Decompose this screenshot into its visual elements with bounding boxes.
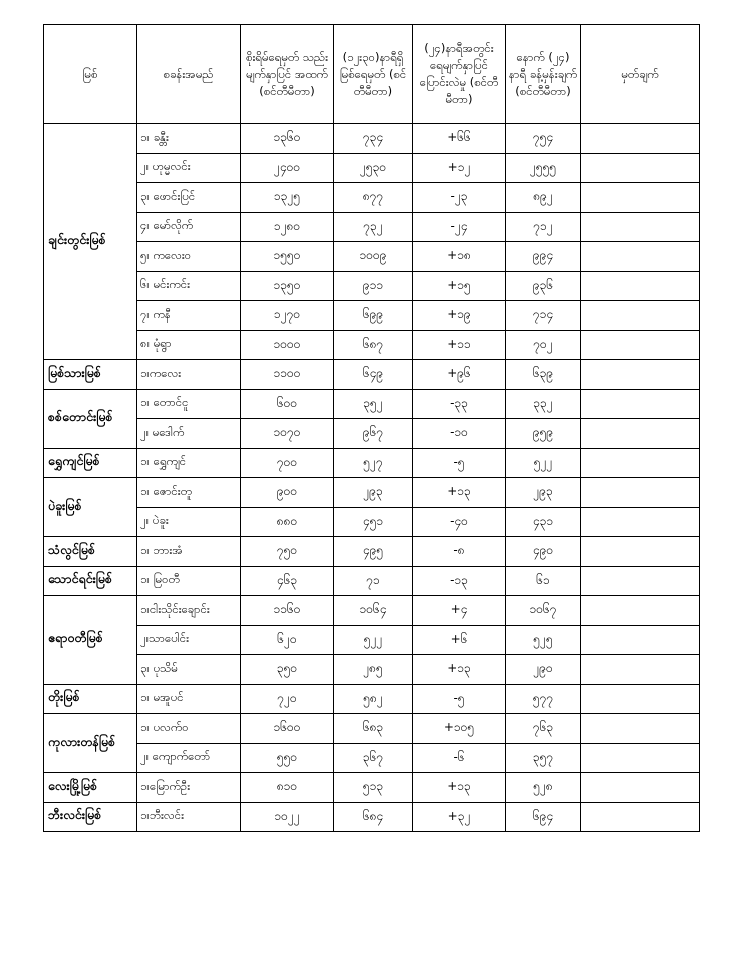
- station-cell: ၄။ မော်လိုက်: [137, 212, 241, 242]
- change-cell: -၅: [413, 684, 506, 714]
- station-cell: ၂။ ဟုမ္မလင်း: [137, 153, 241, 183]
- station-cell: ၁။ ခန္တီး: [137, 124, 241, 154]
- remark-cell: [581, 448, 700, 478]
- table-row: [44, 330, 700, 360]
- header-remark: မှတ်ချက်: [581, 25, 700, 124]
- table-row: [44, 242, 700, 272]
- current-level-cell: ၆၈၃: [334, 714, 413, 744]
- table-row: [44, 153, 700, 183]
- remark-cell: [581, 507, 700, 537]
- remark-cell: [581, 625, 700, 655]
- change-cell: -၄၀: [413, 507, 506, 537]
- forecast-cell: ၅၂၈: [506, 773, 581, 803]
- table-row: [44, 389, 700, 419]
- change-cell: -၂၃: [413, 183, 506, 213]
- change-cell: +၉၆: [413, 360, 506, 390]
- danger-level-cell: ၄၆၃: [241, 566, 334, 596]
- forecast-cell: ၂၅၅၅: [506, 153, 581, 183]
- station-cell: ၇။ ကနီ: [137, 301, 241, 331]
- current-level-cell: ၈၇၇: [334, 183, 413, 213]
- station-cell: ၈။ မုံရွာ: [137, 330, 241, 360]
- danger-level-cell: ၁၃၂၅: [241, 183, 334, 213]
- forecast-cell: ၉၅၉: [506, 419, 581, 449]
- remark-cell: [581, 566, 700, 596]
- station-cell: ၃။ ဖောင်းပြင်: [137, 183, 241, 213]
- danger-level-cell: ၁၂၈၀: [241, 212, 334, 242]
- change-cell: -၈: [413, 537, 506, 567]
- current-level-cell: ၇၃၂: [334, 212, 413, 242]
- forecast-cell: ၃၅၇: [506, 743, 581, 773]
- forecast-cell: ၄၉၀: [506, 537, 581, 567]
- forecast-cell: ၅၂၂: [506, 448, 581, 478]
- river-name-cell: သောင်ရင်းမြစ်: [44, 566, 137, 596]
- danger-level-cell: ၇၂၀: [241, 684, 334, 714]
- danger-level-cell: ၅၅၀: [241, 743, 334, 773]
- station-cell: ၂။သာပေါင်း: [137, 625, 241, 655]
- change-cell: -၅: [413, 448, 506, 478]
- station-cell: ၁။ တောင်ငူ: [137, 389, 241, 419]
- remark-cell: [581, 360, 700, 390]
- river-name-cell: ဧရာဝတီမြစ်: [44, 596, 137, 685]
- station-cell: ၁။ ဘားအံ: [137, 537, 241, 567]
- river-name-cell: ပဲခူးမြစ်: [44, 478, 137, 537]
- remark-cell: [581, 802, 700, 832]
- change-cell: +၁၉: [413, 301, 506, 331]
- remark-cell: [581, 537, 700, 567]
- station-cell: ၁။ကလေး: [137, 360, 241, 390]
- table-row: [44, 360, 700, 390]
- header-station: စခန်းအမည်: [137, 25, 241, 124]
- current-level-cell: ၅၁၃: [334, 773, 413, 803]
- change-cell: +၁၃: [413, 478, 506, 508]
- table-row: [44, 802, 700, 832]
- forecast-cell: ၇၁၂: [506, 212, 581, 242]
- station-cell: ၁။ မအူပင်: [137, 684, 241, 714]
- forecast-cell: ၈၉၂: [506, 183, 581, 213]
- table-row: [44, 507, 700, 537]
- forecast-cell: ၂၉၀: [506, 655, 581, 685]
- remark-cell: [581, 389, 700, 419]
- station-cell: ၁။ ရွှေကျင်: [137, 448, 241, 478]
- forecast-cell: ၁၀၆၇: [506, 596, 581, 626]
- table-row: [44, 743, 700, 773]
- danger-level-cell: ၁၆၀၀: [241, 714, 334, 744]
- table-row: [44, 183, 700, 213]
- current-level-cell: ၅၂၂: [334, 625, 413, 655]
- current-level-cell: ၂၅၃၀: [334, 153, 413, 183]
- station-cell: ၆။ မင်းကင်း: [137, 271, 241, 301]
- danger-level-cell: ၆၀၀: [241, 389, 334, 419]
- change-cell: +၁၅: [413, 271, 506, 301]
- station-cell: ၂။ ပဲခူး: [137, 507, 241, 537]
- header-river: မြစ်: [44, 25, 137, 124]
- table-row: [44, 684, 700, 714]
- current-level-cell: ၂၈၅: [334, 655, 413, 685]
- change-cell: +၁၈: [413, 242, 506, 272]
- danger-level-cell: ၁၀၇၀: [241, 419, 334, 449]
- forecast-cell: ၉၉၄: [506, 242, 581, 272]
- header-danger-level: စိုးရိမ်ရေမှတ် သည်းမျက်နှာပြင် အထက် (စင်တီမီတာ): [241, 25, 334, 124]
- remark-cell: [581, 478, 700, 508]
- danger-level-cell: ၁၀၂၂: [241, 802, 334, 832]
- change-cell: +၁၂: [413, 153, 506, 183]
- table-row: [44, 124, 700, 154]
- station-cell: ၁။ ဇောင်းတူ: [137, 478, 241, 508]
- current-level-cell: ၃၅၂: [334, 389, 413, 419]
- forecast-cell: ၅၇၇: [506, 684, 581, 714]
- change-cell: +၆: [413, 625, 506, 655]
- remark-cell: [581, 419, 700, 449]
- station-cell: ၃။ ပုသိမ်: [137, 655, 241, 685]
- remark-cell: [581, 153, 700, 183]
- current-level-cell: ၄၅၁: [334, 507, 413, 537]
- table-row: [44, 625, 700, 655]
- remark-cell: [581, 655, 700, 685]
- danger-level-cell: ၂၄၀၀: [241, 153, 334, 183]
- current-level-cell: ၃၆၇: [334, 743, 413, 773]
- table-row: [44, 271, 700, 301]
- river-name-cell: ရွှေကျင်မြစ်: [44, 448, 137, 478]
- remark-cell: [581, 301, 700, 331]
- forecast-cell: ၇၁၄: [506, 301, 581, 331]
- forecast-cell: ၆၁: [506, 566, 581, 596]
- danger-level-cell: ၁၃၆၀: [241, 124, 334, 154]
- forecast-cell: ၂၉၃: [506, 478, 581, 508]
- change-cell: -၂၄: [413, 212, 506, 242]
- remark-cell: [581, 773, 700, 803]
- change-cell: +၁၃: [413, 655, 506, 685]
- remark-cell: [581, 271, 700, 301]
- change-cell: -၁၃: [413, 566, 506, 596]
- table-row: [44, 478, 700, 508]
- forecast-cell: ၅၂၅: [506, 625, 581, 655]
- river-name-cell: တိုးမြစ်: [44, 684, 137, 714]
- river-name-cell: စစ်တောင်းမြစ်: [44, 389, 137, 448]
- forecast-cell: ၄၃၁: [506, 507, 581, 537]
- change-cell: -၆: [413, 743, 506, 773]
- forecast-cell: ၆၉၄: [506, 802, 581, 832]
- current-level-cell: ၇၃၄: [334, 124, 413, 154]
- current-level-cell: ၆၄၉: [334, 360, 413, 390]
- forecast-cell: ၃၃၂: [506, 389, 581, 419]
- danger-level-cell: ၆၂၀: [241, 625, 334, 655]
- station-cell: ၁။ငါးသိုင်းချောင်း: [137, 596, 241, 626]
- header-row: [44, 25, 700, 124]
- table-row: [44, 655, 700, 685]
- station-cell: ၁။ မြဝတီ: [137, 566, 241, 596]
- change-cell: +၁၀၅: [413, 714, 506, 744]
- station-cell: ၅။ ကလေးဝ: [137, 242, 241, 272]
- change-cell: +၁၃: [413, 773, 506, 803]
- current-level-cell: ၄၉၅: [334, 537, 413, 567]
- danger-level-cell: ၁၅၅၀: [241, 242, 334, 272]
- table-row: [44, 773, 700, 803]
- table-body: [44, 124, 700, 832]
- remark-cell: [581, 743, 700, 773]
- change-cell: +၁၁: [413, 330, 506, 360]
- forecast-cell: ၇၅၄: [506, 124, 581, 154]
- station-cell: ၂။ ကျောက်တော်: [137, 743, 241, 773]
- current-level-cell: ၆၈၇: [334, 330, 413, 360]
- current-level-cell: ၆၉၉: [334, 301, 413, 331]
- table-row: [44, 419, 700, 449]
- station-cell: ၁။ ပလက်ဝ: [137, 714, 241, 744]
- header-current-level: (၁၂း၃၀)နာရီရှိ မြစ်ရေမှတ် (စင်တီမီတာ): [334, 25, 413, 124]
- remark-cell: [581, 212, 700, 242]
- table-row: [44, 714, 700, 744]
- table-row: [44, 301, 700, 331]
- river-name-cell: ကုလားတန်မြစ်: [44, 714, 137, 773]
- forecast-cell: ၆၃၉: [506, 360, 581, 390]
- river-name-cell: မြစ်သားမြစ်: [44, 360, 137, 390]
- danger-level-cell: ၉၀၀: [241, 478, 334, 508]
- current-level-cell: ၅၈၂: [334, 684, 413, 714]
- remark-cell: [581, 596, 700, 626]
- river-name-cell: ချင်းတွင်းမြစ်: [44, 124, 137, 360]
- danger-level-cell: ၇၅၀: [241, 537, 334, 567]
- forecast-cell: ၇၀၂: [506, 330, 581, 360]
- current-level-cell: ၉၁၁: [334, 271, 413, 301]
- river-level-table: [43, 24, 700, 832]
- river-name-cell: ဘီးလင်းမြစ်: [44, 802, 137, 832]
- change-cell: +၃၂: [413, 802, 506, 832]
- remark-cell: [581, 124, 700, 154]
- remark-cell: [581, 330, 700, 360]
- danger-level-cell: ၁၁၀၀: [241, 360, 334, 390]
- station-cell: ၁။မြောက်ဦး: [137, 773, 241, 803]
- remark-cell: [581, 684, 700, 714]
- station-cell: ၂။ မဒေါက်: [137, 419, 241, 449]
- danger-level-cell: ၇၀၀: [241, 448, 334, 478]
- danger-level-cell: ၁၂၇၀: [241, 301, 334, 331]
- remark-cell: [581, 183, 700, 213]
- table-row: [44, 448, 700, 478]
- remark-cell: [581, 242, 700, 272]
- change-cell: +၄: [413, 596, 506, 626]
- river-name-cell: လေးမြို့မြစ်: [44, 773, 137, 803]
- danger-level-cell: ၁၃၅၀: [241, 271, 334, 301]
- change-cell: -၃၃: [413, 389, 506, 419]
- table-row: [44, 537, 700, 567]
- header-change: (၂၄)နာရီအတွင်း ရေမျက်နှာပြင် ပြောင်းလဲမှု (စင်တီမီတာ): [413, 25, 506, 124]
- current-level-cell: ၇၁: [334, 566, 413, 596]
- table-row: [44, 566, 700, 596]
- change-cell: -၁၀: [413, 419, 506, 449]
- table-row: [44, 212, 700, 242]
- current-level-cell: ၉၆၇: [334, 419, 413, 449]
- forecast-cell: ၉၃၆: [506, 271, 581, 301]
- current-level-cell: ၁၀၀၉: [334, 242, 413, 272]
- danger-level-cell: ၈၁၀: [241, 773, 334, 803]
- current-level-cell: ၆၈၄: [334, 802, 413, 832]
- station-cell: ၁။ဘီးလင်း: [137, 802, 241, 832]
- current-level-cell: ၅၂၇: [334, 448, 413, 478]
- forecast-cell: ၇၆၃: [506, 714, 581, 744]
- danger-level-cell: ၃၅၀: [241, 655, 334, 685]
- table-row: [44, 596, 700, 626]
- danger-level-cell: ၁၀၀၀: [241, 330, 334, 360]
- change-cell: +၆၆: [413, 124, 506, 154]
- current-level-cell: ၁၀၆၄: [334, 596, 413, 626]
- current-level-cell: ၂၉၃: [334, 478, 413, 508]
- remark-cell: [581, 714, 700, 744]
- river-name-cell: သံလွင်မြစ်: [44, 537, 137, 567]
- header-forecast: နောက် (၂၄) နာရီ ခန့်မှန်းချက် (စင်တီမီတာ): [506, 25, 581, 124]
- danger-level-cell: ၁၁၆၀: [241, 596, 334, 626]
- danger-level-cell: ၈၈၀: [241, 507, 334, 537]
